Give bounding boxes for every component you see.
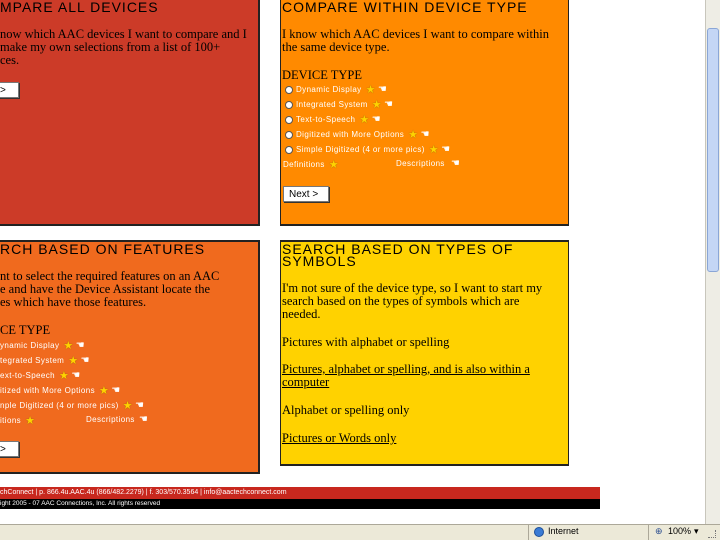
symbol-option-pictures-or-words[interactable]: Pictures or Words only — [282, 431, 397, 445]
device-type-option[interactable] — [0, 384, 121, 397]
device-type-option[interactable] — [285, 143, 450, 156]
descriptions-link[interactable] — [396, 158, 460, 169]
star-icon[interactable]: ★ — [371, 99, 382, 111]
option-label: itized with More Options — [0, 386, 95, 395]
scrollbar-thumb[interactable] — [707, 28, 719, 272]
panel-text-line: ces. — [0, 53, 20, 67]
compare-within-device-type-panel — [280, 0, 569, 226]
device-type-option[interactable] — [285, 83, 387, 96]
star-icon[interactable]: ★ — [408, 129, 419, 141]
search-features-panel — [0, 240, 260, 474]
symbol-option-pictures-alphabet-computer[interactable]: computer — [282, 375, 330, 389]
panel-text-line: I'm not sure of the device type, so I want to start my — [282, 281, 543, 295]
option-label: Text-to-Speech — [296, 115, 356, 124]
star-icon[interactable]: ★ — [63, 340, 74, 352]
hand-icon[interactable]: ☚ — [75, 340, 86, 351]
option-label: ext-to-Speech — [0, 371, 56, 380]
option-label: Integrated System — [296, 100, 368, 109]
option-label: ynamic Display — [0, 341, 60, 350]
descriptions-link[interactable] — [86, 414, 148, 425]
panel-title: RCH BASED ON FEATURES — [0, 241, 206, 257]
descriptions-label[interactable]: Descriptions — [396, 159, 445, 168]
hand-icon[interactable]: ☚ — [371, 114, 382, 125]
device-type-option[interactable] — [0, 369, 81, 382]
hand-icon[interactable]: ☚ — [80, 355, 90, 366]
status-divider — [648, 525, 649, 540]
panel-title: MPARE ALL DEVICES — [0, 0, 159, 15]
star-icon[interactable]: ★ — [122, 400, 133, 412]
star-icon[interactable]: ★ — [25, 415, 36, 427]
resize-grip-icon[interactable] — [708, 530, 716, 538]
panel-text-line: nt to select the required features on an AAC — [0, 269, 220, 283]
radio-button[interactable] — [285, 101, 293, 109]
option-label: nple Digitized (4 or more pics) — [0, 401, 119, 410]
hand-icon[interactable]: ☚ — [420, 129, 430, 140]
hand-icon[interactable]: ☚ — [111, 385, 121, 396]
zoom-icon[interactable]: ⊕ — [655, 526, 663, 536]
status-bar — [0, 524, 720, 540]
definitions-label[interactable]: itions — [0, 416, 22, 425]
panel-text-line: search based on the types of symbols which are — [282, 294, 520, 308]
next-button[interactable]: > — [0, 82, 19, 98]
device-type-option[interactable] — [285, 113, 381, 126]
hand-icon[interactable]: ☚ — [384, 99, 394, 110]
panel-text-line: es which have those features. — [0, 295, 147, 309]
radio-button[interactable] — [285, 131, 293, 139]
hand-icon[interactable]: ☚ — [138, 414, 149, 425]
star-icon[interactable]: ★ — [365, 84, 376, 96]
device-type-heading: CE TYPE — [0, 323, 51, 337]
panel-text-line: e and have the Device Assistant locate the — [0, 282, 210, 296]
star-icon[interactable]: ★ — [98, 385, 110, 397]
option-label: tegrated System — [0, 356, 65, 365]
star-icon[interactable]: ★ — [359, 114, 370, 126]
device-type-option[interactable] — [0, 339, 85, 352]
search-symbols-panel — [280, 240, 569, 466]
option-label: Simple Digitized (4 or more pics) — [296, 145, 425, 154]
definitions-label[interactable]: Definitions — [283, 160, 325, 169]
panel-text-line: now which AAC devices I want to compare and I — [0, 27, 247, 41]
zoom-level[interactable]: 100% — [668, 526, 692, 536]
star-icon[interactable]: ★ — [68, 355, 79, 367]
hand-icon[interactable]: ☚ — [450, 158, 461, 169]
footer-copyright: ight 2005 - 07 AAC Connections, Inc. All rights reserved — [0, 499, 600, 509]
radio-button[interactable] — [285, 86, 293, 94]
hand-icon[interactable]: ☚ — [377, 84, 388, 95]
definitions-link[interactable] — [0, 414, 35, 427]
hand-icon[interactable]: ☚ — [71, 370, 81, 381]
radio-button[interactable] — [285, 116, 293, 124]
next-button[interactable]: > — [0, 441, 19, 457]
compare-all-devices-panel — [0, 0, 260, 226]
panel-title: SEARCH BASED ON TYPES OF — [282, 241, 514, 257]
vertical-scrollbar[interactable] — [705, 0, 720, 524]
radio-button[interactable] — [285, 146, 293, 154]
panel-title: SYMBOLS — [282, 253, 357, 269]
globe-icon — [534, 527, 544, 537]
zoom-dropdown-icon[interactable]: ▾ — [694, 526, 699, 536]
device-type-option[interactable] — [285, 98, 393, 111]
panel-text-line: make my own selections from a list of 100+ — [0, 40, 221, 54]
panel-text-line: needed. — [282, 307, 321, 321]
panel-text-line: I know which AAC devices I want to compare within — [282, 27, 549, 41]
star-icon[interactable]: ★ — [328, 159, 340, 171]
symbol-option-alphabet-only[interactable]: Alphabet or spelling only — [282, 403, 410, 417]
footer-contact: chConnect | p. 866.4u.AAC.4u (866/482.2279) | f. 303/570.3564 | info@aactechconnect.com — [0, 487, 600, 499]
device-type-option[interactable] — [0, 399, 144, 412]
star-icon[interactable]: ★ — [428, 144, 440, 156]
option-label: Dynamic Display — [296, 85, 362, 94]
zone-label: Internet — [548, 526, 579, 536]
device-type-option[interactable] — [0, 354, 90, 367]
symbol-option-pictures-alphabet[interactable]: Pictures with alphabet or spelling — [282, 335, 450, 349]
panel-text-line: the same device type. — [282, 40, 390, 54]
symbol-option-pictures-alphabet-computer[interactable]: Pictures, alphabet or spelling, and is also within a — [282, 362, 530, 376]
definitions-link[interactable] — [283, 158, 339, 171]
status-divider — [528, 525, 529, 540]
next-button[interactable]: Next > — [283, 186, 329, 202]
option-label: Digitized with More Options — [296, 130, 405, 139]
device-type-heading: DEVICE TYPE — [282, 68, 362, 82]
star-icon[interactable]: ★ — [59, 370, 70, 382]
descriptions-label[interactable]: Descriptions — [86, 415, 135, 424]
page-margin — [600, 0, 705, 524]
hand-icon[interactable]: ☚ — [441, 144, 451, 155]
panel-title: COMPARE WITHIN DEVICE TYPE — [282, 0, 528, 15]
hand-icon[interactable]: ☚ — [134, 400, 145, 411]
device-type-option[interactable] — [285, 128, 430, 141]
